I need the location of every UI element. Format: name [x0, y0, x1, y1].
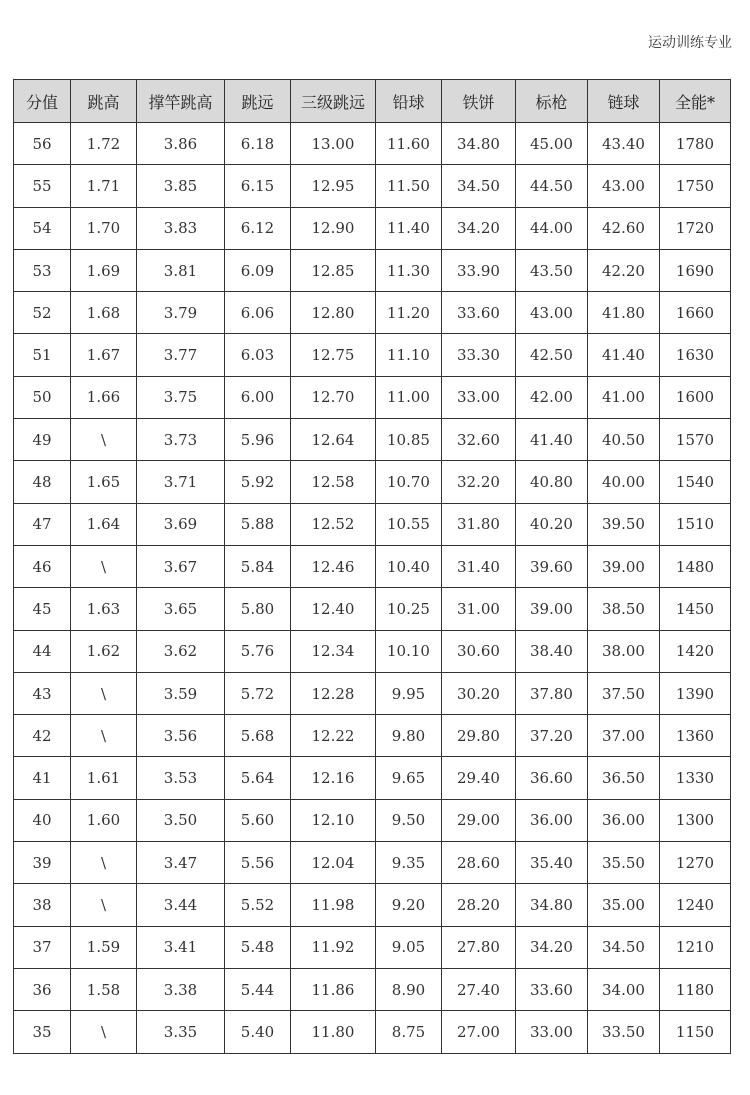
- table-cell: 31.00: [442, 588, 516, 630]
- table-row: [14, 672, 731, 714]
- table-cell: 27.00: [442, 1011, 516, 1053]
- table-cell: 42.50: [516, 334, 588, 376]
- table-cell: 31.40: [442, 545, 516, 587]
- table-cell: 40.80: [516, 461, 588, 503]
- table-cell: 1.61: [71, 757, 137, 799]
- table-cell: 11.86: [291, 968, 376, 1010]
- table-cell: 12.04: [291, 842, 376, 884]
- table-cell: 1.58: [71, 968, 137, 1010]
- table-cell: 44.50: [516, 165, 588, 207]
- column-header: 全能*: [660, 80, 731, 123]
- table-cell: 42.00: [516, 376, 588, 418]
- table-cell: 42.20: [588, 249, 660, 291]
- table-cell: 1330: [660, 757, 731, 799]
- table-cell: 3.59: [137, 672, 225, 714]
- table-cell: 10.25: [376, 588, 442, 630]
- table-cell: 12.80: [291, 292, 376, 334]
- table-cell: 8.75: [376, 1011, 442, 1053]
- table-cell: 31.80: [442, 503, 516, 545]
- table-cell: 12.16: [291, 757, 376, 799]
- table-cell: 5.60: [225, 799, 291, 841]
- table-cell: 3.67: [137, 545, 225, 587]
- table-cell: 1150: [660, 1011, 731, 1053]
- table-cell: 10.10: [376, 630, 442, 672]
- table-row: [14, 884, 731, 926]
- table-cell: 3.50: [137, 799, 225, 841]
- table-cell: 34.50: [442, 165, 516, 207]
- table-cell: 1.66: [71, 376, 137, 418]
- table-cell: 1.63: [71, 588, 137, 630]
- table-cell: 41: [14, 757, 71, 799]
- table-row: [14, 165, 731, 207]
- table-cell: 5.88: [225, 503, 291, 545]
- table-cell: 1750: [660, 165, 731, 207]
- table-cell: 1.70: [71, 207, 137, 249]
- table-cell: 3.65: [137, 588, 225, 630]
- table-cell: 33.60: [516, 968, 588, 1010]
- table-cell: 37.80: [516, 672, 588, 714]
- table-cell: 3.81: [137, 249, 225, 291]
- table-row: [14, 968, 731, 1010]
- table-cell: 11.80: [291, 1011, 376, 1053]
- table-cell: 3.79: [137, 292, 225, 334]
- table-cell: 33.00: [442, 376, 516, 418]
- table-cell: \: [71, 672, 137, 714]
- table-cell: 1270: [660, 842, 731, 884]
- table-cell: 52: [14, 292, 71, 334]
- table-cell: 28.60: [442, 842, 516, 884]
- table-cell: \: [71, 715, 137, 757]
- table-cell: 1.72: [71, 123, 137, 165]
- table-cell: 45: [14, 588, 71, 630]
- table-row: [14, 1011, 731, 1053]
- table-cell: 29.80: [442, 715, 516, 757]
- table-cell: 34.80: [442, 123, 516, 165]
- table-cell: 34.20: [516, 926, 588, 968]
- table-cell: 5.76: [225, 630, 291, 672]
- table-cell: 43.00: [588, 165, 660, 207]
- table-cell: 5.92: [225, 461, 291, 503]
- table-cell: 6.15: [225, 165, 291, 207]
- table-cell: 13.00: [291, 123, 376, 165]
- table-cell: 6.09: [225, 249, 291, 291]
- table-cell: 1420: [660, 630, 731, 672]
- table-row: [14, 842, 731, 884]
- table-cell: 1.69: [71, 249, 137, 291]
- table-cell: 42: [14, 715, 71, 757]
- table-cell: 12.75: [291, 334, 376, 376]
- table-cell: 5.64: [225, 757, 291, 799]
- table-cell: 5.84: [225, 545, 291, 587]
- table-cell: 38.50: [588, 588, 660, 630]
- table-cell: 50: [14, 376, 71, 418]
- table-cell: 9.80: [376, 715, 442, 757]
- table-cell: 38.00: [588, 630, 660, 672]
- table-cell: 34.20: [442, 207, 516, 249]
- table-cell: 11.92: [291, 926, 376, 968]
- table-cell: 12.52: [291, 503, 376, 545]
- table-cell: 30.20: [442, 672, 516, 714]
- table-cell: 33.00: [516, 1011, 588, 1053]
- table-cell: 3.69: [137, 503, 225, 545]
- table-cell: 30.60: [442, 630, 516, 672]
- column-header: 跳远: [225, 80, 291, 123]
- table-row: [14, 249, 731, 291]
- table-cell: 1450: [660, 588, 731, 630]
- table-cell: 3.71: [137, 461, 225, 503]
- table-cell: 38: [14, 884, 71, 926]
- table-cell: 3.44: [137, 884, 225, 926]
- table-cell: 9.65: [376, 757, 442, 799]
- table-cell: 11.00: [376, 376, 442, 418]
- table-cell: 41.40: [516, 419, 588, 461]
- table-cell: 34.50: [588, 926, 660, 968]
- table-cell: 44: [14, 630, 71, 672]
- table-cell: 53: [14, 249, 71, 291]
- table-row: [14, 419, 731, 461]
- table-cell: 41.00: [588, 376, 660, 418]
- table-cell: 54: [14, 207, 71, 249]
- table-row: [14, 503, 731, 545]
- table-cell: 36.00: [516, 799, 588, 841]
- table-cell: 5.80: [225, 588, 291, 630]
- table-row: [14, 123, 731, 165]
- column-header: 铅球: [376, 80, 442, 123]
- table-cell: 6.03: [225, 334, 291, 376]
- table-cell: 10.70: [376, 461, 442, 503]
- table-cell: 28.20: [442, 884, 516, 926]
- table-cell: \: [71, 1011, 137, 1053]
- table-cell: 36.50: [588, 757, 660, 799]
- table-cell: 40.00: [588, 461, 660, 503]
- table-cell: 1360: [660, 715, 731, 757]
- table-cell: 40: [14, 799, 71, 841]
- table-cell: 6.12: [225, 207, 291, 249]
- table-cell: 9.95: [376, 672, 442, 714]
- table-cell: 12.34: [291, 630, 376, 672]
- table-row: [14, 461, 731, 503]
- table-cell: 1240: [660, 884, 731, 926]
- table-cell: 35.00: [588, 884, 660, 926]
- table-cell: 39.60: [516, 545, 588, 587]
- table-cell: 33.50: [588, 1011, 660, 1053]
- table-cell: 56: [14, 123, 71, 165]
- table-row: [14, 545, 731, 587]
- table-cell: 32.20: [442, 461, 516, 503]
- table-row: [14, 715, 731, 757]
- column-header: 铁饼: [442, 80, 516, 123]
- table-header: [14, 80, 731, 123]
- table-cell: 11.40: [376, 207, 442, 249]
- table-cell: 39.00: [516, 588, 588, 630]
- table-cell: 27.80: [442, 926, 516, 968]
- table-cell: 8.90: [376, 968, 442, 1010]
- table-cell: 43.50: [516, 249, 588, 291]
- table-cell: 27.40: [442, 968, 516, 1010]
- table-cell: 12.58: [291, 461, 376, 503]
- table-cell: 37: [14, 926, 71, 968]
- table-cell: 11.50: [376, 165, 442, 207]
- table-cell: 6.06: [225, 292, 291, 334]
- column-header: 链球: [588, 80, 660, 123]
- column-header: 撑竿跳高: [137, 80, 225, 123]
- table-cell: 44.00: [516, 207, 588, 249]
- table-cell: 39.00: [588, 545, 660, 587]
- table-cell: 3.75: [137, 376, 225, 418]
- table-cell: 1570: [660, 419, 731, 461]
- table-cell: 5.40: [225, 1011, 291, 1053]
- table-cell: 11.20: [376, 292, 442, 334]
- table-row: [14, 588, 731, 630]
- table-cell: 3.35: [137, 1011, 225, 1053]
- table-cell: 5.68: [225, 715, 291, 757]
- table-cell: \: [71, 842, 137, 884]
- table-row: [14, 207, 731, 249]
- table-cell: 45.00: [516, 123, 588, 165]
- table-cell: 5.44: [225, 968, 291, 1010]
- table-cell: 1.71: [71, 165, 137, 207]
- table-cell: 12.90: [291, 207, 376, 249]
- table-cell: 1480: [660, 545, 731, 587]
- table-cell: 12.10: [291, 799, 376, 841]
- table-cell: 5.48: [225, 926, 291, 968]
- table-cell: 3.56: [137, 715, 225, 757]
- table-cell: 5.72: [225, 672, 291, 714]
- table-cell: 39: [14, 842, 71, 884]
- table-cell: 42.60: [588, 207, 660, 249]
- table-cell: 37.00: [588, 715, 660, 757]
- table-cell: 1780: [660, 123, 731, 165]
- table-cell: 40.50: [588, 419, 660, 461]
- table-cell: 9.20: [376, 884, 442, 926]
- table-row: [14, 292, 731, 334]
- table-cell: 1300: [660, 799, 731, 841]
- table-cell: 3.47: [137, 842, 225, 884]
- table-cell: 1.64: [71, 503, 137, 545]
- table-cell: 1180: [660, 968, 731, 1010]
- table-cell: 3.86: [137, 123, 225, 165]
- table-cell: 1720: [660, 207, 731, 249]
- table-cell: 1660: [660, 292, 731, 334]
- table-cell: 1.60: [71, 799, 137, 841]
- table-cell: 1.59: [71, 926, 137, 968]
- table-row: [14, 926, 731, 968]
- table-cell: 48: [14, 461, 71, 503]
- table-cell: 12.64: [291, 419, 376, 461]
- table-cell: 11.30: [376, 249, 442, 291]
- table-cell: 12.22: [291, 715, 376, 757]
- table-cell: \: [71, 545, 137, 587]
- table-cell: 36.00: [588, 799, 660, 841]
- table-cell: 33.90: [442, 249, 516, 291]
- table-cell: 3.77: [137, 334, 225, 376]
- table-cell: 34.00: [588, 968, 660, 1010]
- table-cell: 41.80: [588, 292, 660, 334]
- table-cell: 1.62: [71, 630, 137, 672]
- column-header: 标枪: [516, 80, 588, 123]
- table-cell: 6.18: [225, 123, 291, 165]
- table-cell: 33.30: [442, 334, 516, 376]
- table-row: [14, 757, 731, 799]
- table-body: [14, 123, 731, 1054]
- table-cell: 34.80: [516, 884, 588, 926]
- table-cell: 3.73: [137, 419, 225, 461]
- table-cell: 10.85: [376, 419, 442, 461]
- table-cell: 41.40: [588, 334, 660, 376]
- table-cell: 35.50: [588, 842, 660, 884]
- table-cell: 47: [14, 503, 71, 545]
- table-cell: 5.52: [225, 884, 291, 926]
- table-cell: 12.70: [291, 376, 376, 418]
- table-cell: 1.68: [71, 292, 137, 334]
- table-cell: 40.20: [516, 503, 588, 545]
- table-row: [14, 334, 731, 376]
- table-cell: 1.67: [71, 334, 137, 376]
- table-cell: 38.40: [516, 630, 588, 672]
- column-header: 分值: [14, 80, 71, 123]
- table-row: [14, 376, 731, 418]
- table-cell: 43.40: [588, 123, 660, 165]
- table-cell: 3.83: [137, 207, 225, 249]
- table-cell: 1390: [660, 672, 731, 714]
- table-cell: 49: [14, 419, 71, 461]
- table-cell: 43.00: [516, 292, 588, 334]
- table-cell: 36.60: [516, 757, 588, 799]
- table-cell: 5.56: [225, 842, 291, 884]
- page-header-title: 运动训练专业: [648, 35, 732, 51]
- table-cell: 3.38: [137, 968, 225, 1010]
- table-cell: 9.35: [376, 842, 442, 884]
- table-cell: 3.85: [137, 165, 225, 207]
- table-cell: 1210: [660, 926, 731, 968]
- table-cell: 12.85: [291, 249, 376, 291]
- table-cell: 3.41: [137, 926, 225, 968]
- table-cell: 33.60: [442, 292, 516, 334]
- table-cell: 1600: [660, 376, 731, 418]
- table-cell: 1510: [660, 503, 731, 545]
- table-cell: 12.28: [291, 672, 376, 714]
- table-cell: 37.20: [516, 715, 588, 757]
- table-cell: 35.40: [516, 842, 588, 884]
- table-cell: 43: [14, 672, 71, 714]
- table-cell: 3.62: [137, 630, 225, 672]
- table-cell: 10.40: [376, 545, 442, 587]
- table-header-row: [14, 80, 731, 123]
- column-header: 三级跳远: [291, 80, 376, 123]
- score-table: [13, 79, 731, 1054]
- table-cell: 36: [14, 968, 71, 1010]
- table-cell: 11.60: [376, 123, 442, 165]
- table-row: [14, 630, 731, 672]
- table-cell: 5.96: [225, 419, 291, 461]
- table-cell: 37.50: [588, 672, 660, 714]
- table-cell: 9.05: [376, 926, 442, 968]
- table-cell: 46: [14, 545, 71, 587]
- table-cell: 12.46: [291, 545, 376, 587]
- table-cell: 9.50: [376, 799, 442, 841]
- table-cell: \: [71, 884, 137, 926]
- table-cell: 29.00: [442, 799, 516, 841]
- table-cell: 32.60: [442, 419, 516, 461]
- table-cell: 6.00: [225, 376, 291, 418]
- table-cell: 29.40: [442, 757, 516, 799]
- table-row: [14, 799, 731, 841]
- table-cell: 12.95: [291, 165, 376, 207]
- table-cell: 12.40: [291, 588, 376, 630]
- table-cell: 11.10: [376, 334, 442, 376]
- table-cell: 35: [14, 1011, 71, 1053]
- table-cell: 51: [14, 334, 71, 376]
- table-cell: 55: [14, 165, 71, 207]
- table-cell: 1540: [660, 461, 731, 503]
- table-cell: 39.50: [588, 503, 660, 545]
- table-cell: 3.53: [137, 757, 225, 799]
- table-cell: 11.98: [291, 884, 376, 926]
- table-cell: \: [71, 419, 137, 461]
- table-cell: 10.55: [376, 503, 442, 545]
- table-cell: 1690: [660, 249, 731, 291]
- table-cell: 1.65: [71, 461, 137, 503]
- table-cell: 1630: [660, 334, 731, 376]
- column-header: 跳高: [71, 80, 137, 123]
